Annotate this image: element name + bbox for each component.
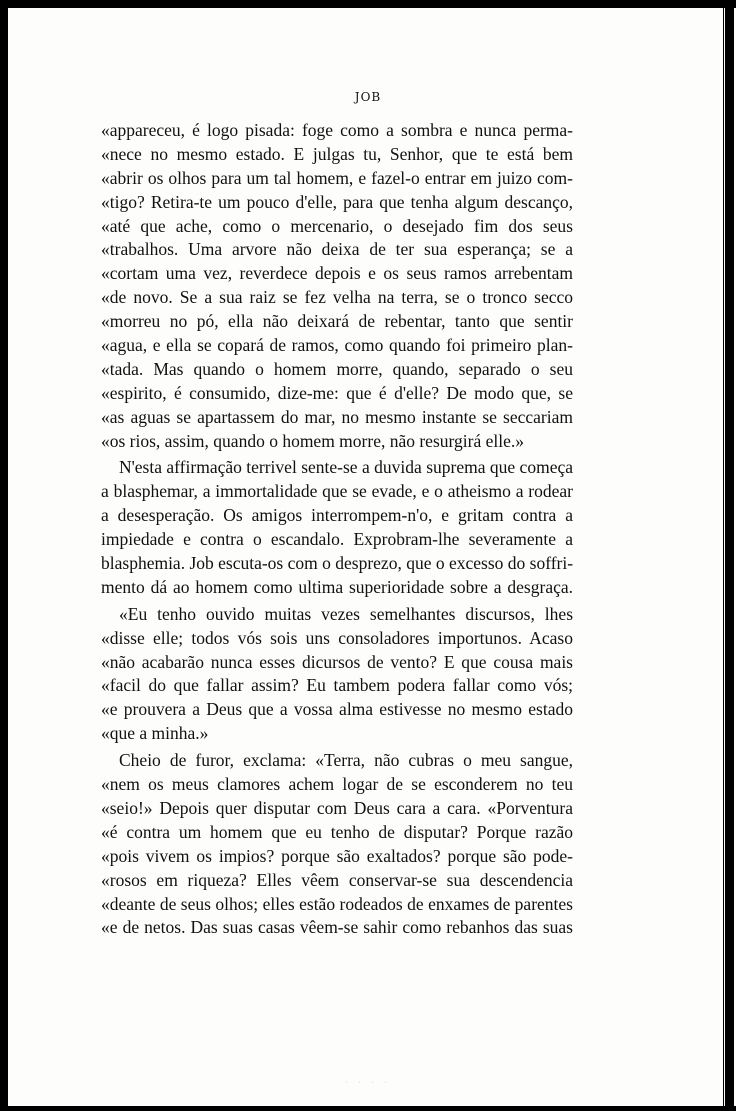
text-line: «deante de seus olhos; elles estão rodeados de enxames de parentes: [101, 893, 573, 914]
text-line: a blasphemar, a immortalidade que se evade, e o atheismo a rodear: [101, 481, 573, 502]
text-line: «trabalhos. Uma arvore não deixa de ter sua esperança; se a: [101, 239, 573, 260]
text-line: «de novo. Se a sua raiz se fez velha na terra, se o tronco secco: [101, 287, 573, 308]
scan-border-bottom: [0, 1106, 736, 1111]
text-line: mento dá ao homem como ultima superioridade sobre a desgraça.: [101, 576, 573, 597]
text-line: «facil do que fallar assim? Eu tambem podera fallar como vós;: [101, 675, 573, 696]
text-line: impiedade e contra o escandalo. Exprobram-lhe severamente a: [101, 529, 573, 550]
text-line: «cortam uma vez, reverdece depois e os seus ramos arrebentam: [101, 263, 573, 284]
text-line: «espirito, é consumido, dize-me: que é d'elle? De modo que, se: [101, 382, 573, 403]
text-line: «as aguas se apartassem do mar, no mesmo instante se seccariam: [101, 406, 573, 427]
paragraph: [101, 603, 573, 746]
text-line: «e de netos. Das suas casas vêem-se sahir como rebanhos das suas: [101, 917, 573, 938]
scan-border-top: [0, 0, 736, 8]
body-text: [101, 119, 573, 940]
paragraph: [101, 749, 573, 940]
scan-edge-line: [723, 0, 724, 1111]
text-line: «disse elle; todos vós sois uns consoladores importunos. Acaso: [101, 627, 573, 648]
text-line: blasphemia. Job escuta-os com o desprezo, que o excesso do soffri-: [101, 553, 574, 574]
text-line: «não acabarão nunca esses dicursos de vento? E que cousa mais: [101, 651, 573, 672]
text-line: «abrir os olhos para um tal homem, e fazel-o entrar em juizo com-: [101, 167, 573, 188]
text-line: «os rios, assim, quando o homem morre, não resurgirá elle.»: [101, 430, 524, 451]
text-line: «é contra um homem que eu tenho de disputar? Porque razão: [101, 821, 573, 842]
text-line: a desesperação. Os amigos interrompem-n'o, e gritam contra a: [101, 505, 573, 526]
text-line: «Eu tenho ouvido muitas vezes semelhantes discursos, lhes: [119, 603, 573, 624]
text-line: «rosos em riqueza? Elles vêem conservar-se sua descendencia: [101, 869, 573, 890]
running-head: JOB: [354, 90, 382, 104]
text-line: Cheio de furor, exclama: «Terra, não cubras o meu sangue,: [119, 750, 573, 771]
text-line: «tada. Mas quando o homem morre, quando, separado o seu: [101, 358, 573, 379]
text-line: «seio!» Depois quer disputar com Deus cara a cara. «Porventura: [101, 797, 573, 818]
text-line: «que a minha.»: [101, 723, 209, 744]
scan-border-right: [725, 8, 734, 1106]
paragraph: [101, 456, 573, 599]
text-line: N'esta affirmação terrivel sente-se a duvida suprema que começa: [119, 457, 573, 478]
scan-border-left: [0, 0, 8, 1111]
text-line: «appareceu, é logo pisada: foge como a sombra e nunca perma-: [101, 120, 573, 140]
text-line: «pois vivem os impios? porque são exaltados? porque são pode-: [101, 845, 573, 866]
text-line: «nece no mesmo estado. E julgas tu, Senhor, que te está bem: [101, 143, 573, 164]
scan-artifact-dots: · · · ·: [345, 1078, 391, 1087]
paragraph: [101, 119, 573, 453]
text-line: «morreu no pó, ella não deixará de rebentar, tanto que sentir: [101, 311, 573, 332]
text-line: «nem os meus clamores achem logar de se esconderem no teu: [101, 774, 573, 795]
text-line: «até que ache, como o mercenario, o desejado fim dos seus: [101, 215, 573, 236]
text-line: «agua, e ella se copará de ramos, como quando foi primeiro plan-: [101, 335, 573, 356]
text-line: «tigo? Retira-te um pouco d'elle, para que tenha algum descanço,: [101, 191, 573, 212]
text-line: «e prouvera a Deus que a vossa alma estivesse no mesmo estado: [101, 699, 573, 720]
